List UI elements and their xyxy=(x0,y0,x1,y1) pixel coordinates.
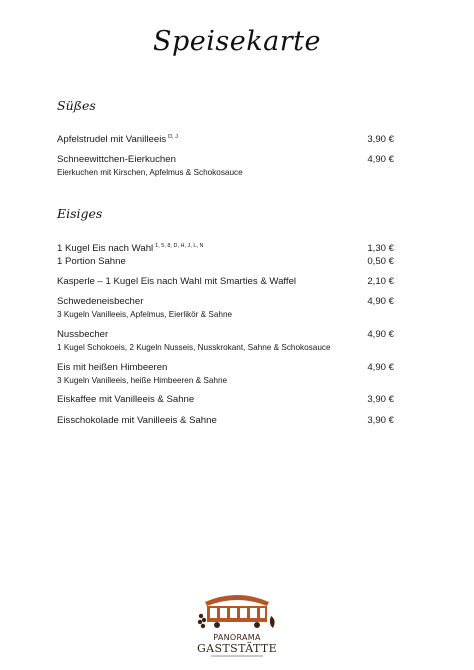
menu-item xyxy=(57,240,394,255)
allergen-codes: D, J xyxy=(168,134,178,140)
menu-item-name: Schwedeneisbecher xyxy=(57,296,144,307)
menu-item-price: 4,90 € xyxy=(367,154,394,165)
menu-item xyxy=(57,255,394,268)
menu-item-name: Apfelstrudel mit Vanilleeis $^{D, J}$ xyxy=(57,134,178,145)
menu-item-price: 1,30 € xyxy=(367,243,394,254)
logo-line-1: PANORAMA xyxy=(213,633,261,642)
menu-item xyxy=(57,153,394,178)
menu-item xyxy=(57,295,394,320)
menu-item-price: 3,90 € xyxy=(367,415,394,426)
allergen-codes: 1, 5, 8, D, H, J, L, N xyxy=(155,243,204,249)
menu-item-name: 1 Portion Sahne xyxy=(57,256,126,267)
menu-item-description: 1 Kugel Schokoeis, 2 Kugeln Nusseis, Nusskrokant, Sahne & Schokosauce xyxy=(57,343,331,352)
menu-item xyxy=(57,393,394,406)
page-title: Speisekarte xyxy=(153,26,321,57)
logo-line-2: GASTSTÄTTE xyxy=(196,642,278,655)
menu-item xyxy=(57,328,394,353)
menu-item-name: Schneewittchen-Eierkuchen xyxy=(57,154,176,165)
menu-item-price: 3,90 € xyxy=(367,394,394,405)
menu-item-description: Eierkuchen mit Kirschen, Apfelmus & Schokosauce xyxy=(57,168,243,177)
menu-item xyxy=(57,414,394,427)
menu-item xyxy=(57,275,394,288)
menu-item-description: 3 Kugeln Vanilleeis, Apfelmus, Eierlikör & Sahne xyxy=(57,310,233,319)
menu-item-price: 0,50 € xyxy=(367,256,394,267)
menu-item-price: 3,90 € xyxy=(367,134,394,145)
menu-item-name: 1 Kugel Eis nach Wahl $^{1, 5, 8, D, H, J, L, N}$ xyxy=(57,243,204,254)
restaurant-logo xyxy=(195,586,280,660)
menu-item-price: 4,90 € xyxy=(367,362,394,373)
menu-item-name: Nussbecher xyxy=(57,329,109,340)
menu-item-price: 2,10 € xyxy=(367,276,394,287)
menu-item-price: 4,90 € xyxy=(367,329,394,340)
section-heading-eisiges: Eisiges xyxy=(57,206,103,221)
menu-item-name: Eis mit heißen Himbeeren xyxy=(57,362,168,373)
section-heading-suesses: Süßes xyxy=(57,98,96,113)
menu-item-price: 4,90 € xyxy=(367,296,394,307)
menu-item xyxy=(57,131,394,146)
menu-item xyxy=(57,361,394,386)
menu-item-name: Eisschokolade mit Vanilleeis & Sahne xyxy=(57,415,217,426)
menu-item-description: 3 Kugeln Vanilleeis, heiße Himbeeren & Sahne xyxy=(57,376,228,385)
menu-item-name: Kasperle – 1 Kugel Eis nach Wahl mit Smarties & Waffel xyxy=(57,276,297,287)
menu-item-name: Eiskaffee mit Vanilleeis & Sahne xyxy=(57,394,195,405)
